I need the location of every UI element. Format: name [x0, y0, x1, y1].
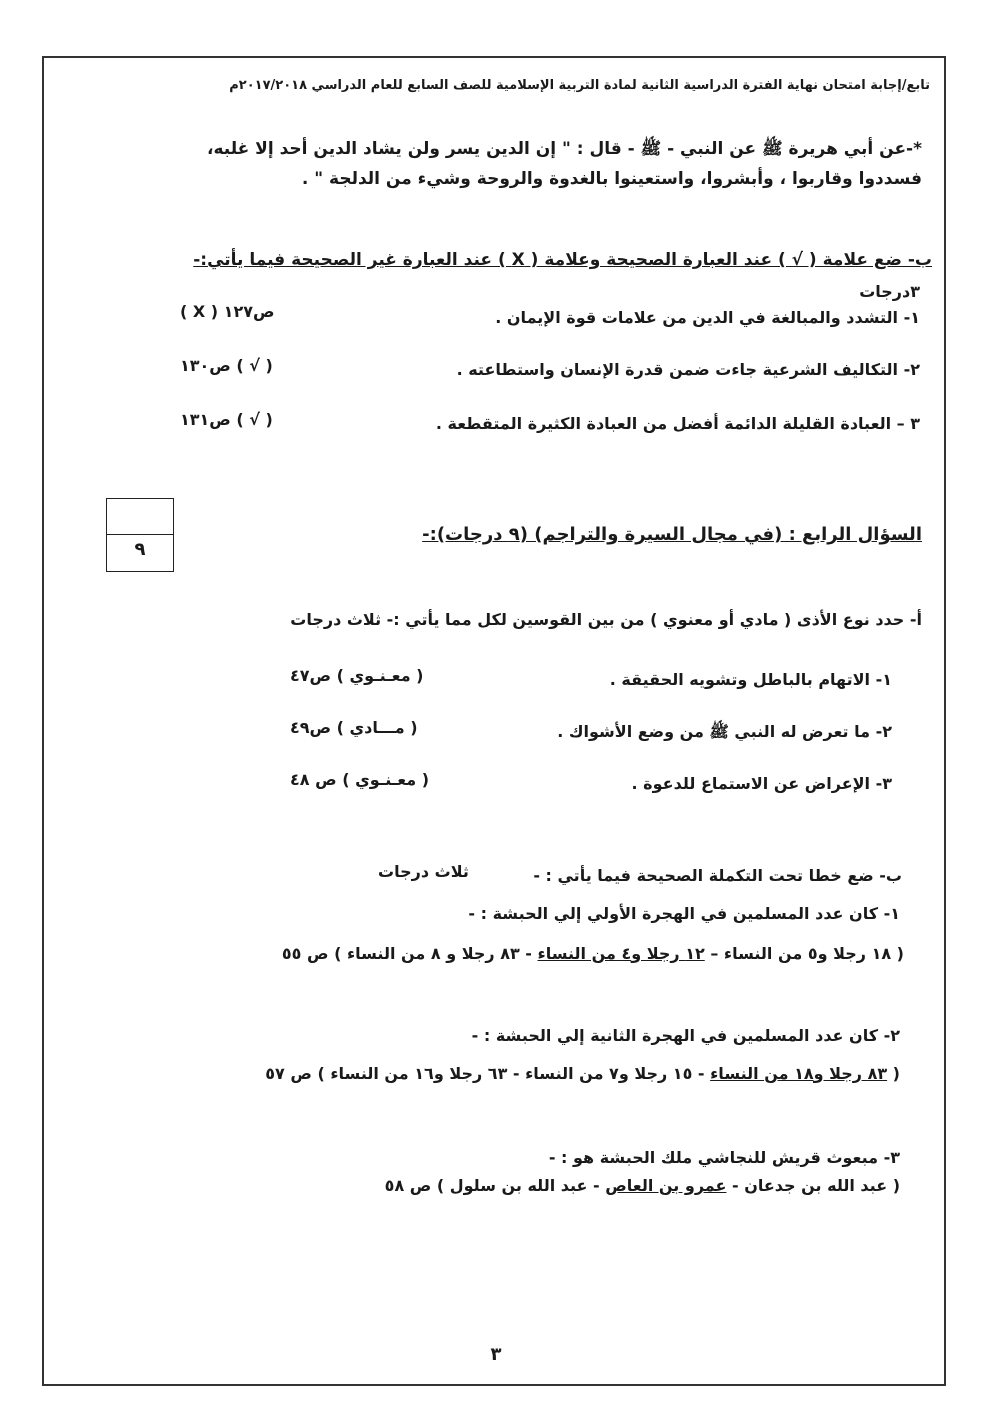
- tf-answer-3: ( √ ) ص١٣١: [180, 410, 273, 429]
- tf-answer-2: ( √ ) ص١٣٠: [180, 356, 273, 375]
- correct-option: عمرو بن العاص: [605, 1176, 727, 1195]
- tf-item-1: ١- التشدد والمبالغة في الدين من علامات قوة الإيمان .: [495, 308, 920, 327]
- option-text: - ٨٣ رجلا و ٨ من النساء ) ص ٥٥: [281, 944, 532, 963]
- part-b-options-2: [265, 1064, 900, 1083]
- hadith-line-2: فسددوا وقاربوا ، وأبشروا، واستعينوا بالغدوة والروحة وشيء من الدلجة " .: [301, 169, 922, 189]
- part-b-options-3: [385, 1176, 900, 1195]
- tf-item-3: ٣ – العبادة القليلة الدائمة أفضل من العبادة الكثيرة المتقطعة .: [435, 414, 920, 433]
- option-text: ( عبد الله بن جدعان -: [726, 1176, 900, 1195]
- correct-option: ٨٣ رجلا و١٨ من النساء: [710, 1064, 888, 1083]
- page-number: ٣: [490, 1344, 502, 1365]
- part-a-item-3: ٣- الإعراض عن الاستماع للدعوة .: [631, 774, 892, 793]
- section-b-title: ب- ضع علامة ( √ ) عند العبارة الصحيحة وعلامة ( X ) عند العبارة غير الصحيحة فيما يأتي:-: [193, 250, 932, 270]
- exam-header: تابع/إجابة امتحان نهاية الفترة الدراسية الثانية لمادة التربية الإسلامية للصف السابع للعام الدراسي ٢٠١٧/٢٠١٨م: [229, 78, 930, 93]
- part-a-answer-1: ( معـنـوي ) ص٤٧: [290, 666, 424, 685]
- score-value: ٩: [134, 539, 146, 560]
- tf-item-2: ٢- التكاليف الشرعية جاءت ضمن قدرة الإنسان واستطاعته .: [456, 360, 920, 379]
- part-b-question-2: ٢- كان عدد المسلمين في الهجرة الثانية إلي الحبشة : -: [471, 1026, 900, 1045]
- part-b-question-1: ١- كان عدد المسلمين في الهجرة الأولي إلي الحبشة : -: [468, 904, 900, 923]
- part-b-marks: ثلاث درجات: [378, 862, 469, 881]
- part-a-answer-2: ( مـــادي ) ص٤٩: [290, 718, 418, 737]
- part-a-answer-3: ( معـنـوي ) ص ٤٨: [290, 770, 430, 789]
- option-text: - عبد الله بن سلول ) ص ٥٨: [384, 1176, 606, 1195]
- part-b-title: ب- ضع خطا تحت التكملة الصحيحة فيما يأتي : -: [533, 866, 902, 885]
- part-b-options-1: [282, 944, 904, 963]
- part-a-title: أ- حدد نوع الأذى ( مادي أو معنوي ) من بين القوسين لكل مما يأتي :- ثلاث درجات: [290, 610, 922, 629]
- option-text: ( ١٨ رجلا و٥ من النساء –: [704, 944, 904, 963]
- question-4-title: السؤال الرابع : (في مجال السيرة والتراجم) (٩ درجات):-: [422, 524, 922, 545]
- part-b-question-3: ٣- مبعوث قريش للنجاشي ملك الحبشة هو : -: [548, 1148, 900, 1167]
- score-box-divider: [107, 534, 173, 535]
- part-a-item-1: ١- الاتهام بالباطل وتشويه الحقيقة .: [609, 670, 892, 689]
- tf-answer-1: ( X ) ص١٢٧: [180, 302, 275, 321]
- part-a-item-2: ٢- ما تعرض له النبي ﷺ من وضع الأشواك .: [557, 722, 892, 741]
- correct-option: ١٢ رجلا و٤ من النساء: [537, 944, 705, 963]
- option-text: (: [887, 1064, 900, 1083]
- hadith-line-1: *-عن أبي هريرة ﷺ عن النبي - ﷺ - قال : " إن الدين يسر ولن يشاد الدين أحد إلا غلبه،: [207, 139, 922, 159]
- option-text: - ١٥ رجلا و٧ من النساء - ٦٣ رجلا و١٦ من النساء ) ص ٥٧: [265, 1064, 705, 1083]
- score-box: [106, 498, 174, 572]
- section-b-marks: ٣درجات: [859, 282, 920, 301]
